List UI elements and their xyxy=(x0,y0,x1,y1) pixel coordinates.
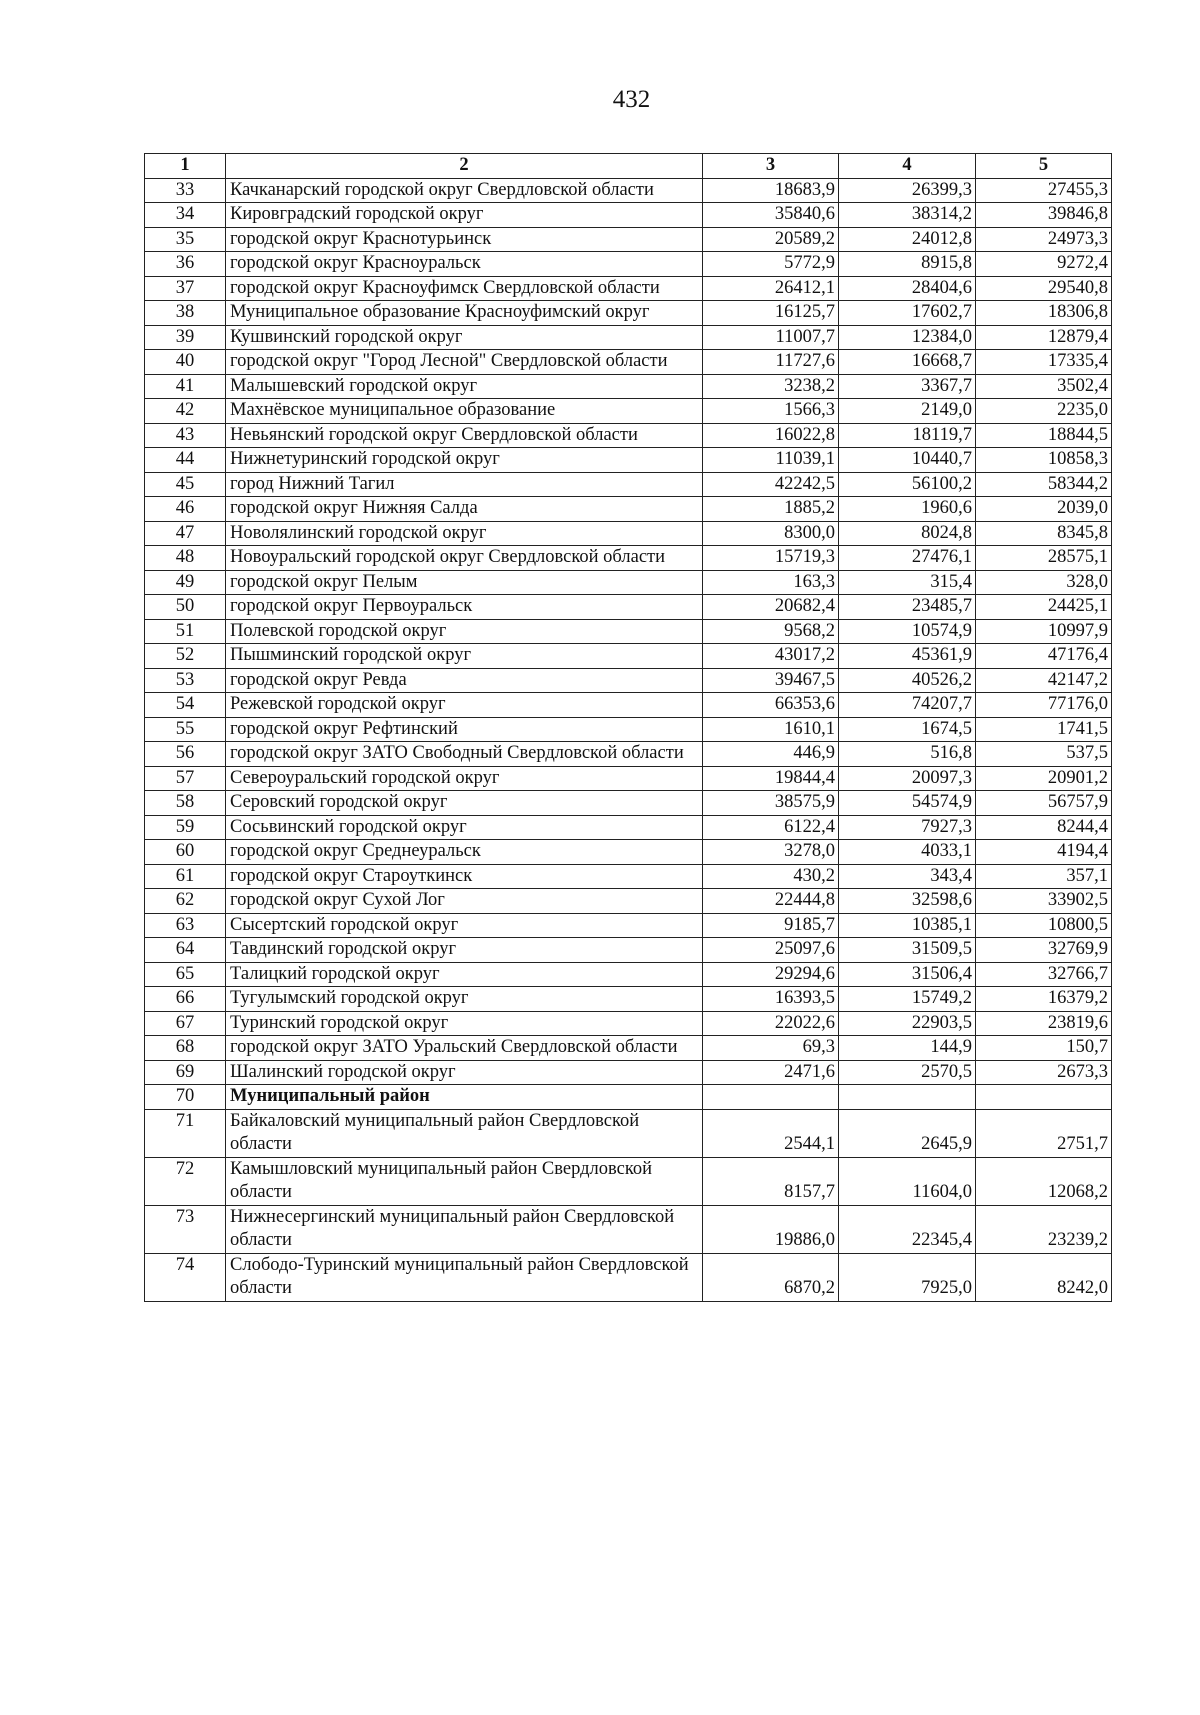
value-col3-cell: 2544,1 xyxy=(703,1109,839,1157)
municipality-name-cell: Слободо-Туринский муниципальный район Свердловской области xyxy=(226,1253,703,1301)
value-col3-cell: 6870,2 xyxy=(703,1253,839,1301)
municipality-name-cell: Сысертский городской округ xyxy=(226,913,703,938)
row-number-cell: 40 xyxy=(145,350,226,375)
table-row xyxy=(145,644,1112,669)
value-col5-cell: 27455,3 xyxy=(976,178,1112,203)
municipality-name-cell: городской округ Краснотурьинск xyxy=(226,227,703,252)
table-row xyxy=(145,1085,1112,1110)
value-col4-cell: 26399,3 xyxy=(839,178,976,203)
value-col4-cell: 45361,9 xyxy=(839,644,976,669)
row-number-cell: 51 xyxy=(145,619,226,644)
municipality-name-cell: городской округ Первоуральск xyxy=(226,595,703,620)
table-row xyxy=(145,1109,1112,1157)
value-col3-cell: 38575,9 xyxy=(703,791,839,816)
table-row xyxy=(145,815,1112,840)
value-col5-cell: 18844,5 xyxy=(976,423,1112,448)
row-number-cell: 50 xyxy=(145,595,226,620)
value-col3-cell: 3278,0 xyxy=(703,840,839,865)
value-col5-cell: 12879,4 xyxy=(976,325,1112,350)
value-col3-cell: 5772,9 xyxy=(703,252,839,277)
value-col4-cell: 11604,0 xyxy=(839,1157,976,1205)
value-col5-cell: 2235,0 xyxy=(976,399,1112,424)
value-col3-cell: 11039,1 xyxy=(703,448,839,473)
row-number-cell: 35 xyxy=(145,227,226,252)
row-number-cell: 54 xyxy=(145,693,226,718)
table-row xyxy=(145,423,1112,448)
value-col4-cell: 12384,0 xyxy=(839,325,976,350)
column-header: 3 xyxy=(703,154,839,179)
row-number-cell: 46 xyxy=(145,497,226,522)
table-row xyxy=(145,570,1112,595)
value-col5-cell: 4194,4 xyxy=(976,840,1112,865)
value-col3-cell: 8300,0 xyxy=(703,521,839,546)
municipality-name-cell: Пышминский городской округ xyxy=(226,644,703,669)
value-col3-cell: 39467,5 xyxy=(703,668,839,693)
value-col3-cell: 2471,6 xyxy=(703,1060,839,1085)
municipality-name-cell: городской округ Нижняя Салда xyxy=(226,497,703,522)
value-col4-cell: 7927,3 xyxy=(839,815,976,840)
table-row xyxy=(145,668,1112,693)
table-row xyxy=(145,1060,1112,1085)
row-number-cell: 72 xyxy=(145,1157,226,1205)
value-col5-cell: 1741,5 xyxy=(976,717,1112,742)
value-col4-cell: 54574,9 xyxy=(839,791,976,816)
table-row xyxy=(145,350,1112,375)
table-row xyxy=(145,497,1112,522)
value-col4-cell: 32598,6 xyxy=(839,889,976,914)
value-col4-cell: 18119,7 xyxy=(839,423,976,448)
value-col4-cell: 4033,1 xyxy=(839,840,976,865)
row-number-cell: 65 xyxy=(145,962,226,987)
row-number-cell: 41 xyxy=(145,374,226,399)
value-col4-cell: 2645,9 xyxy=(839,1109,976,1157)
table-row xyxy=(145,399,1112,424)
municipality-name-cell: городской округ Староуткинск xyxy=(226,864,703,889)
value-col5-cell: 537,5 xyxy=(976,742,1112,767)
row-number-cell: 44 xyxy=(145,448,226,473)
value-col5-cell: 24973,3 xyxy=(976,227,1112,252)
row-number-cell: 43 xyxy=(145,423,226,448)
value-col3-cell: 22444,8 xyxy=(703,889,839,914)
value-col4-cell: 2149,0 xyxy=(839,399,976,424)
value-col5-cell: 10997,9 xyxy=(976,619,1112,644)
table-row xyxy=(145,717,1112,742)
value-col4-cell: 15749,2 xyxy=(839,987,976,1012)
value-col3-cell: 163,3 xyxy=(703,570,839,595)
municipality-name-cell: Туринский городской округ xyxy=(226,1011,703,1036)
value-col4-cell: 8024,8 xyxy=(839,521,976,546)
value-col5-cell: 39846,8 xyxy=(976,203,1112,228)
municipality-name-cell: городской округ Рефтинский xyxy=(226,717,703,742)
table-row xyxy=(145,1036,1112,1061)
table-row xyxy=(145,472,1112,497)
value-col4-cell: 343,4 xyxy=(839,864,976,889)
municipality-name-cell: городской округ "Город Лесной" Свердловской области xyxy=(226,350,703,375)
value-col5-cell: 56757,9 xyxy=(976,791,1112,816)
value-col4-cell: 3367,7 xyxy=(839,374,976,399)
row-number-cell: 36 xyxy=(145,252,226,277)
row-number-cell: 56 xyxy=(145,742,226,767)
row-number-cell: 52 xyxy=(145,644,226,669)
municipality-name-cell: городской округ Пелым xyxy=(226,570,703,595)
value-col5-cell: 32766,7 xyxy=(976,962,1112,987)
value-col4-cell: 7925,0 xyxy=(839,1253,976,1301)
table-row xyxy=(145,325,1112,350)
value-col4-cell: 2570,5 xyxy=(839,1060,976,1085)
municipality-name-cell: Кировградский городской округ xyxy=(226,203,703,228)
row-number-cell: 58 xyxy=(145,791,226,816)
value-col4-cell: 10440,7 xyxy=(839,448,976,473)
value-col5-cell: 2039,0 xyxy=(976,497,1112,522)
value-col3-cell: 1885,2 xyxy=(703,497,839,522)
municipality-name-cell: городской округ ЗАТО Свободный Свердловской области xyxy=(226,742,703,767)
table-row xyxy=(145,374,1112,399)
column-header: 5 xyxy=(976,154,1112,179)
table-row xyxy=(145,276,1112,301)
value-col4-cell: 31509,5 xyxy=(839,938,976,963)
page-number: 432 xyxy=(612,86,651,113)
table-row xyxy=(145,1253,1112,1301)
municipality-name-cell: Сосьвинский городской округ xyxy=(226,815,703,840)
municipality-name-cell: Махнёвское муниципальное образование xyxy=(226,399,703,424)
value-col5-cell: 2751,7 xyxy=(976,1109,1112,1157)
table-row xyxy=(145,1011,1112,1036)
value-col4-cell: 144,9 xyxy=(839,1036,976,1061)
value-col4-cell: 23485,7 xyxy=(839,595,976,620)
column-header: 2 xyxy=(226,154,703,179)
value-col4-cell: 31506,4 xyxy=(839,962,976,987)
value-col5-cell: 77176,0 xyxy=(976,693,1112,718)
table-row xyxy=(145,521,1112,546)
value-col4-cell: 28404,6 xyxy=(839,276,976,301)
row-number-cell: 55 xyxy=(145,717,226,742)
value-col4-cell: 10574,9 xyxy=(839,619,976,644)
table-row xyxy=(145,203,1112,228)
municipality-name-cell: Невьянский городской округ Свердловской области xyxy=(226,423,703,448)
table-row xyxy=(145,962,1112,987)
value-col5-cell: 32769,9 xyxy=(976,938,1112,963)
municipality-name-cell: Муниципальное образование Красноуфимский округ xyxy=(226,301,703,326)
row-number-cell: 57 xyxy=(145,766,226,791)
value-col4-cell: 74207,7 xyxy=(839,693,976,718)
value-col3-cell: 20589,2 xyxy=(703,227,839,252)
table-row xyxy=(145,766,1112,791)
value-col5-cell: 357,1 xyxy=(976,864,1112,889)
table-row xyxy=(145,1157,1112,1205)
row-number-cell: 73 xyxy=(145,1205,226,1253)
table-row xyxy=(145,178,1112,203)
table-row xyxy=(145,840,1112,865)
row-number-cell: 39 xyxy=(145,325,226,350)
value-col3-cell: 20682,4 xyxy=(703,595,839,620)
row-number-cell: 63 xyxy=(145,913,226,938)
row-number-cell: 62 xyxy=(145,889,226,914)
municipality-name-cell: Тавдинский городской округ xyxy=(226,938,703,963)
value-col4-cell: 56100,2 xyxy=(839,472,976,497)
value-col3-cell: 11727,6 xyxy=(703,350,839,375)
row-number-cell: 42 xyxy=(145,399,226,424)
table-row xyxy=(145,693,1112,718)
row-number-cell: 49 xyxy=(145,570,226,595)
value-col3-cell: 69,3 xyxy=(703,1036,839,1061)
row-number-cell: 59 xyxy=(145,815,226,840)
value-col4-cell: 17602,7 xyxy=(839,301,976,326)
row-number-cell: 60 xyxy=(145,840,226,865)
row-number-cell: 53 xyxy=(145,668,226,693)
municipality-name-cell: Шалинский городской округ xyxy=(226,1060,703,1085)
table-row xyxy=(145,742,1112,767)
value-col3-cell: 9185,7 xyxy=(703,913,839,938)
value-col5-cell: 3502,4 xyxy=(976,374,1112,399)
value-col5-cell: 29540,8 xyxy=(976,276,1112,301)
value-col5-cell: 42147,2 xyxy=(976,668,1112,693)
value-col5-cell: 150,7 xyxy=(976,1036,1112,1061)
row-number-cell: 37 xyxy=(145,276,226,301)
value-col4-cell: 20097,3 xyxy=(839,766,976,791)
row-number-cell: 34 xyxy=(145,203,226,228)
municipality-name-cell: Байкаловский муниципальный район Свердловской области xyxy=(226,1109,703,1157)
table-row xyxy=(145,864,1112,889)
value-col5-cell: 24425,1 xyxy=(976,595,1112,620)
value-col5-cell: 10858,3 xyxy=(976,448,1112,473)
value-col5-cell: 18306,8 xyxy=(976,301,1112,326)
value-col5-cell: 58344,2 xyxy=(976,472,1112,497)
value-col4-cell: 8915,8 xyxy=(839,252,976,277)
value-col5-cell: 10800,5 xyxy=(976,913,1112,938)
municipality-name-cell: городской округ ЗАТО Уральский Свердловской области xyxy=(226,1036,703,1061)
value-col5-cell: 8345,8 xyxy=(976,521,1112,546)
table-row xyxy=(145,301,1112,326)
municipality-name-cell: Серовский городской округ xyxy=(226,791,703,816)
row-number-cell: 69 xyxy=(145,1060,226,1085)
value-col3-cell: 16022,8 xyxy=(703,423,839,448)
municipality-name-cell: Кушвинский городской округ xyxy=(226,325,703,350)
row-number-cell: 38 xyxy=(145,301,226,326)
value-col3-cell: 43017,2 xyxy=(703,644,839,669)
municipality-name-cell: Тугулымский городской округ xyxy=(226,987,703,1012)
municipality-name-cell: Полевской городской округ xyxy=(226,619,703,644)
value-col3-cell: 16393,5 xyxy=(703,987,839,1012)
value-col3-cell: 66353,6 xyxy=(703,693,839,718)
column-header: 4 xyxy=(839,154,976,179)
value-col5-cell xyxy=(976,1085,1112,1110)
value-col3-cell: 18683,9 xyxy=(703,178,839,203)
value-col5-cell: 8244,4 xyxy=(976,815,1112,840)
value-col4-cell: 10385,1 xyxy=(839,913,976,938)
table-row xyxy=(145,546,1112,571)
value-col5-cell: 2673,3 xyxy=(976,1060,1112,1085)
row-number-cell: 66 xyxy=(145,987,226,1012)
row-number-cell: 67 xyxy=(145,1011,226,1036)
row-number-cell: 48 xyxy=(145,546,226,571)
value-col5-cell: 8242,0 xyxy=(976,1253,1112,1301)
table-row xyxy=(145,987,1112,1012)
table-body xyxy=(145,178,1112,1301)
table-row xyxy=(145,1205,1112,1253)
value-col3-cell: 1610,1 xyxy=(703,717,839,742)
municipality-name-cell: Камышловский муниципальный район Свердловской области xyxy=(226,1157,703,1205)
municipality-name-cell: городской округ Красноуральск xyxy=(226,252,703,277)
municipality-name-cell: городской округ Среднеуральск xyxy=(226,840,703,865)
value-col3-cell: 430,2 xyxy=(703,864,839,889)
table-row xyxy=(145,791,1112,816)
municipality-name-cell: Нижнесергинский муниципальный район Свердловской области xyxy=(226,1205,703,1253)
value-col3-cell: 22022,6 xyxy=(703,1011,839,1036)
row-number-cell: 64 xyxy=(145,938,226,963)
table-row xyxy=(145,448,1112,473)
table-row xyxy=(145,227,1112,252)
municipality-name-cell: Нижнетуринский городской округ xyxy=(226,448,703,473)
value-col4-cell: 38314,2 xyxy=(839,203,976,228)
value-col5-cell: 47176,4 xyxy=(976,644,1112,669)
value-col3-cell: 29294,6 xyxy=(703,962,839,987)
table-row xyxy=(145,913,1112,938)
value-col4-cell: 1674,5 xyxy=(839,717,976,742)
municipality-name-cell: Малышевский городской округ xyxy=(226,374,703,399)
municipality-name-cell: город Нижний Тагил xyxy=(226,472,703,497)
value-col4-cell: 16668,7 xyxy=(839,350,976,375)
row-number-cell: 61 xyxy=(145,864,226,889)
value-col3-cell: 9568,2 xyxy=(703,619,839,644)
row-number-cell: 47 xyxy=(145,521,226,546)
municipality-name-cell: Качканарский городской округ Свердловской области xyxy=(226,178,703,203)
value-col5-cell: 33902,5 xyxy=(976,889,1112,914)
value-col5-cell: 20901,2 xyxy=(976,766,1112,791)
municipality-name-cell: Новолялинский городской округ xyxy=(226,521,703,546)
value-col4-cell: 27476,1 xyxy=(839,546,976,571)
value-col3-cell: 8157,7 xyxy=(703,1157,839,1205)
data-table xyxy=(144,153,1112,1302)
row-number-cell: 70 xyxy=(145,1085,226,1110)
row-number-cell: 74 xyxy=(145,1253,226,1301)
row-number-cell: 68 xyxy=(145,1036,226,1061)
value-col3-cell: 42242,5 xyxy=(703,472,839,497)
value-col3-cell: 11007,7 xyxy=(703,325,839,350)
value-col4-cell: 22903,5 xyxy=(839,1011,976,1036)
municipality-name-cell: Североуральский городской округ xyxy=(226,766,703,791)
value-col3-cell: 19844,4 xyxy=(703,766,839,791)
column-header: 1 xyxy=(145,154,226,179)
value-col3-cell: 15719,3 xyxy=(703,546,839,571)
value-col5-cell: 9272,4 xyxy=(976,252,1112,277)
value-col3-cell: 446,9 xyxy=(703,742,839,767)
value-col5-cell: 23239,2 xyxy=(976,1205,1112,1253)
value-col3-cell: 6122,4 xyxy=(703,815,839,840)
value-col5-cell: 16379,2 xyxy=(976,987,1112,1012)
value-col4-cell: 22345,4 xyxy=(839,1205,976,1253)
value-col4-cell: 1960,6 xyxy=(839,497,976,522)
municipality-name-cell: Талицкий городской округ xyxy=(226,962,703,987)
municipality-name-cell: Муниципальный район xyxy=(226,1085,703,1110)
value-col3-cell: 16125,7 xyxy=(703,301,839,326)
value-col4-cell xyxy=(839,1085,976,1110)
value-col5-cell: 28575,1 xyxy=(976,546,1112,571)
table-row xyxy=(145,595,1112,620)
value-col3-cell: 19886,0 xyxy=(703,1205,839,1253)
value-col5-cell: 17335,4 xyxy=(976,350,1112,375)
table-row xyxy=(145,938,1112,963)
municipality-name-cell: Новоуральский городской округ Свердловской области xyxy=(226,546,703,571)
value-col4-cell: 40526,2 xyxy=(839,668,976,693)
value-col5-cell: 12068,2 xyxy=(976,1157,1112,1205)
row-number-cell: 71 xyxy=(145,1109,226,1157)
municipality-name-cell: городской округ Ревда xyxy=(226,668,703,693)
value-col3-cell: 1566,3 xyxy=(703,399,839,424)
table-row xyxy=(145,252,1112,277)
value-col5-cell: 23819,6 xyxy=(976,1011,1112,1036)
value-col4-cell: 315,4 xyxy=(839,570,976,595)
value-col3-cell: 25097,6 xyxy=(703,938,839,963)
value-col3-cell: 26412,1 xyxy=(703,276,839,301)
value-col3-cell: 35840,6 xyxy=(703,203,839,228)
table-row xyxy=(145,619,1112,644)
table-row xyxy=(145,889,1112,914)
table-header-row xyxy=(145,154,1112,179)
row-number-cell: 33 xyxy=(145,178,226,203)
value-col3-cell: 3238,2 xyxy=(703,374,839,399)
value-col3-cell xyxy=(703,1085,839,1110)
municipality-name-cell: городской округ Красноуфимск Свердловской области xyxy=(226,276,703,301)
value-col4-cell: 24012,8 xyxy=(839,227,976,252)
municipality-name-cell: Режевской городской округ xyxy=(226,693,703,718)
row-number-cell: 45 xyxy=(145,472,226,497)
value-col5-cell: 328,0 xyxy=(976,570,1112,595)
municipality-name-cell: городской округ Сухой Лог xyxy=(226,889,703,914)
value-col4-cell: 516,8 xyxy=(839,742,976,767)
